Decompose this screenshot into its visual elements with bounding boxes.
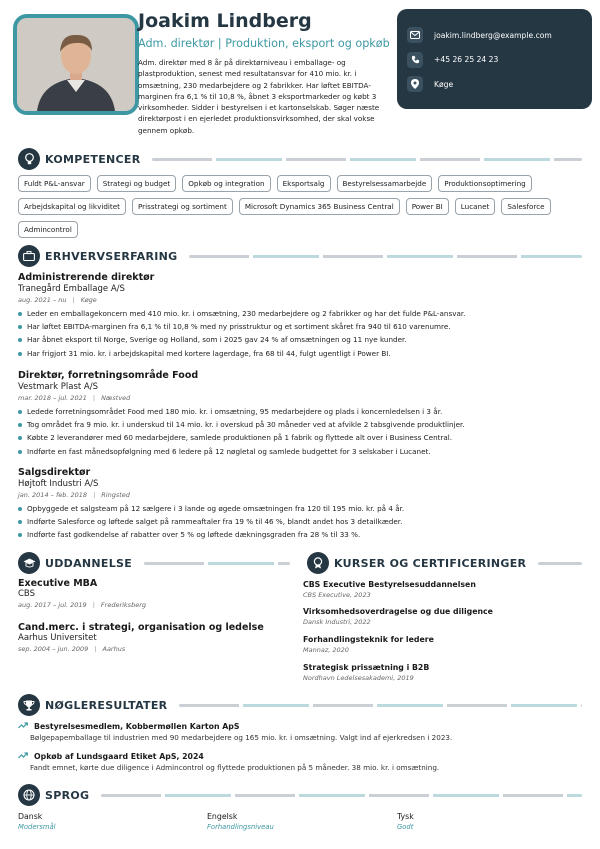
skill-tag: Produktionsoptimering [438, 175, 531, 192]
job-meta: jan. 2014 – feb. 2018 | Ringsted [18, 491, 130, 499]
profile-photo [13, 14, 139, 115]
skill-tag: Arbejdskapital og likviditet [18, 198, 126, 215]
course-meta: Mannaz, 2020 [303, 646, 349, 654]
achievement-entry [18, 752, 578, 772]
skill-tag: Microsoft Dynamics 365 Business Central [239, 198, 400, 215]
section-courses-header [307, 552, 582, 574]
course-meta: Nordhavn Ledelsesakademi, 2019 [303, 674, 414, 682]
job-bullet: Leder en emballagekoncern med 410 mio. kr. i omsætning, 230 medarbejdere og 2 fabrikker og har det fulde P&L-ansvar. [18, 307, 578, 320]
language-name: Dansk [18, 812, 43, 821]
job-bullets [18, 502, 578, 542]
achievement-title: Bestyrelsesmedlem, Kobbermøllen Karton ApS [34, 722, 240, 731]
language-entry [207, 812, 387, 831]
skill-tag: Lucanet [455, 198, 496, 215]
job-entry [18, 370, 578, 458]
skill-tag: Bestyrelsessamarbejde [337, 175, 433, 192]
certificate-icon [307, 552, 329, 574]
education-dates: aug. 2017 – jul. 2019 [18, 601, 87, 609]
section-title: NØGLERESULTATER [45, 698, 168, 712]
candidate-role: Adm. direktør | Produktion, eksport og opkøb [138, 37, 390, 50]
location-text: Køge [434, 79, 454, 89]
trend-up-icon [18, 752, 28, 761]
language-entry [397, 812, 577, 831]
job-title: Salgsdirektør [18, 467, 91, 478]
briefcase-icon [18, 245, 40, 267]
job-entry [18, 272, 578, 360]
trend-up-icon [18, 722, 28, 731]
skill-tag: Eksportsalg [277, 175, 331, 192]
contact-phone[interactable] [407, 48, 592, 72]
job-bullet: Ledede forretningsområdet Food med 180 mio. kr. i omsætning, 95 medarbejdere og plads i koncernledelsen i 3 år. [18, 405, 578, 418]
job-title: Direktør, forretningsområde Food [18, 370, 199, 381]
job-entry [18, 467, 578, 542]
job-bullets [18, 405, 578, 458]
skill-tag: Salesforce [501, 198, 550, 215]
education-school: CBS [18, 589, 36, 599]
education-dates: sep. 2004 – jun. 2009 [18, 645, 89, 653]
language-name: Engelsk [207, 812, 238, 821]
education-location: Frederiksberg [100, 601, 146, 609]
section-title: ERHVERVSERFARING [45, 249, 178, 263]
course-meta: Dansk Industri, 2022 [303, 618, 371, 626]
job-bullet: Tog området fra 9 mio. kr. i underskud til 14 mio. kr. i overskud på 30 måneder ved at afvikle 2 tabsgivende produktlinjer. [18, 418, 578, 431]
job-bullet: Har løftet EBITDA-marginen fra 6,1 % til 10,8 % med ny prisstruktur og et sortiment skåret fra 940 til 610 varenumre. [18, 320, 578, 333]
section-divider [101, 794, 582, 797]
candidate-name: Joakim Lindberg [138, 10, 312, 32]
education-title: Cand.merc. i strategi, organisation og ledelse [18, 622, 264, 633]
globe-icon [18, 784, 40, 806]
job-bullet: Indførte en fast månedsopfølgning med 6 ledere på 12 nøgletal og samlede budgettet for 3 selskaber i Lucanet. [18, 445, 578, 458]
education-entry [18, 622, 278, 653]
job-dates: aug. 2021 – nu [18, 296, 67, 304]
course-title: CBS Executive Bestyrelsesuddannelsen [303, 580, 476, 589]
achievement-title: Opkøb af Lundsgaard Etiket ApS, 2024 [34, 752, 204, 761]
contact-box [397, 9, 592, 109]
job-title: Administrerende direktør [18, 272, 155, 283]
skill-tag: Admincontrol [18, 221, 78, 238]
phone-text: +45 26 25 24 23 [434, 55, 499, 64]
section-languages-header [18, 784, 582, 806]
section-divider [179, 704, 582, 707]
section-divider [144, 562, 290, 565]
section-divider [152, 158, 582, 161]
job-bullet: Købte 2 leverandører med 60 medarbejdere, samlede produktionen på 1 fabrik og flyttede alt over i Business Central. [18, 431, 578, 444]
language-level: Modersmål [18, 823, 56, 831]
location-pin-icon [407, 76, 423, 92]
phone-icon [407, 52, 423, 68]
mail-icon [407, 27, 423, 43]
job-bullets [18, 307, 578, 360]
lightbulb-icon [18, 148, 40, 170]
section-title: SPROG [45, 788, 90, 802]
section-education-header [18, 552, 290, 574]
job-dates: mar. 2018 – jul. 2021 [18, 394, 87, 402]
language-name: Tysk [397, 812, 414, 821]
job-company: Tranegård Emballage A/S [18, 284, 125, 294]
course-entry [303, 635, 573, 654]
education-meta: sep. 2004 – jun. 2009 | Aarhus [18, 645, 126, 653]
section-title: UDDANNELSE [45, 556, 133, 570]
course-meta: CBS Executive, 2023 [303, 591, 371, 599]
education-entry [18, 578, 278, 609]
trophy-icon [18, 694, 40, 716]
job-location: Næstved [101, 394, 131, 402]
skill-tag: Strategi og budget [97, 175, 177, 192]
job-bullet: Indførte fast godkendelse af rabatter over 5 % og løftede dækningsgraden fra 28 % til 33 %. [18, 528, 578, 541]
education-location: Aarhus [102, 645, 126, 653]
course-title: Virksomhedsoverdragelse og due diligence [303, 607, 493, 616]
section-divider [538, 562, 582, 565]
job-company: Vestmark Plast A/S [18, 382, 98, 392]
achievement-desc: Fandt emnet, kørte due diligence i Admincontrol og flyttede produktionen på 5 måneder. 38 mio. kr. i omsætning. [30, 763, 440, 772]
course-entry [303, 580, 573, 599]
language-entry [18, 812, 198, 831]
section-title: KOMPETENCER [45, 152, 141, 166]
achievement-entry [18, 722, 578, 742]
education-school: Aarhus Universitet [18, 633, 97, 643]
job-meta: aug. 2021 – nu | Køge [18, 296, 97, 304]
contact-email[interactable] [407, 23, 592, 47]
section-achievements-header [18, 694, 582, 716]
job-company: Højtoft Industri A/S [18, 479, 99, 489]
skill-tag: Fuldt P&L-ansvar [18, 175, 91, 192]
profile-summary: Adm. direktør med 8 år på direktørniveau i emballage- og plastproduktion, senest med resultatansvar for 410 mio. kr. i omsætning, 230 medarbejdere og 2 fabrikker. Har løftet EBITDA-marginen fra 6,1 % til 10,8 %, åbnet 3 eksportmarkeder og købt 3 virksomheder. Sidder i bestyrelsen i et kartonselskab. Søger næste direktørpost i en ejerledet produktionsvirksomhed, der skal vokse gennem opkøb. [138, 58, 380, 135]
education-meta: aug. 2017 – jul. 2019 | Frederiksberg [18, 601, 146, 609]
job-bullet: Har frigjort 31 mio. kr. i arbejdskapital med kortere lagerdage, fra 68 til 44, fulgt ugentligt i Power BI. [18, 347, 578, 360]
course-entry [303, 607, 573, 626]
email-text: joakim.lindberg@example.com [434, 30, 552, 40]
job-location: Ringsted [101, 491, 130, 499]
course-entry [303, 663, 573, 682]
graduation-cap-icon [18, 552, 40, 574]
skills-list [18, 175, 578, 238]
job-meta: mar. 2018 – jul. 2021 | Næstved [18, 394, 131, 402]
language-level: Godt [397, 823, 414, 831]
job-bullet: Indførte Salesforce og løftede salget på rammeaftaler fra 19 % til 46 %, blandt andet hos 3 detailkæder. [18, 515, 578, 528]
skill-tag: Prisstrategi og sortiment [132, 198, 233, 215]
skill-tag: Power BI [406, 198, 449, 215]
job-location: Køge [80, 296, 97, 304]
language-level: Forhandlingsniveau [207, 823, 274, 831]
section-divider [189, 255, 582, 258]
section-experience-header [18, 245, 582, 267]
section-title: KURSER OG CERTIFICERINGER [334, 556, 527, 570]
skill-tag: Opkøb og integration [182, 175, 270, 192]
contact-location [407, 72, 592, 96]
job-bullet: Opbyggede et salgsteam på 12 sælgere i 3 lande og øgede omsætningen fra 120 til 195 mio. kr. på 4 år. [18, 502, 578, 515]
section-skills-header [18, 148, 582, 170]
course-title: Strategisk prissætning i B2B [303, 663, 430, 672]
course-title: Forhandlingsteknik for ledere [303, 635, 434, 644]
achievement-desc: Bølgepapemballage til industrien med 90 medarbejdere og 165 mio. kr. i omsætning. Valgt ind af ejerkredsen i 2023. [30, 733, 453, 742]
education-title: Executive MBA [18, 578, 98, 589]
job-dates: jan. 2014 – feb. 2018 [18, 491, 88, 499]
job-bullet: Har åbnet eksport til Norge, Sverige og Holland, som i 2025 gav 24 % af omsætningen og 11 nye kunder. [18, 333, 578, 346]
